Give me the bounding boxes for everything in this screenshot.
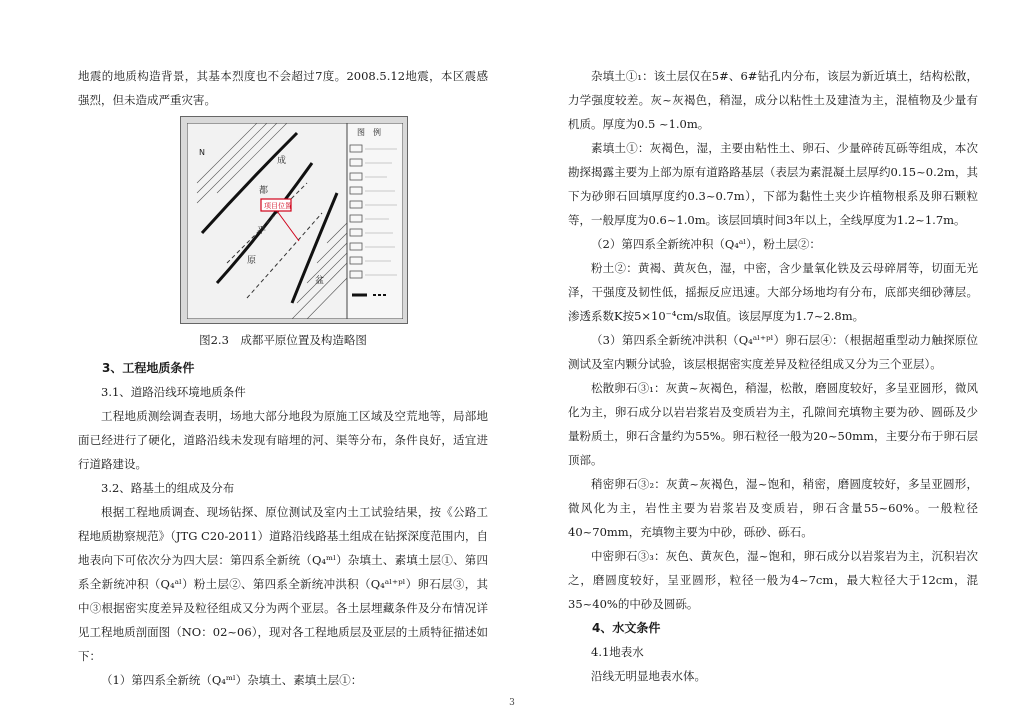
map-label-4: 原: [247, 256, 257, 266]
paragraph-slightly-dense-gravel: 稍密卵石③₂：灰黄~灰褐色，湿~饱和，稍密，磨圆度较好，多呈亚圆形，微风化为主，岩性主要为岩浆岩及变质岩，卵石含量55~60%。一般粒径40~70mm，充填物主要为中砂，砾砂、砾石。: [568, 477, 978, 539]
project-location-label: 项目位置: [264, 202, 292, 210]
tectonic-map-drawing: [187, 123, 403, 319]
layer-3-heading: （3）第四系全新统冲洪积（Q₄ᵃˡ⁺ᵖˡ）卵石层④：（根据超重型动力触探原位测试及室内颗分试验，该层根据密实度差异及粒径组成又分为三个亚层）。: [568, 333, 978, 371]
map-label-5: 盆: [315, 276, 325, 286]
layer-2-heading: （2）第四系全新统冲积（Q₄ᵃˡ），粉土层②：: [591, 237, 821, 251]
paragraph-fill-1: 素填土①：灰褐色，湿，主要由粘性土、卵石、少量碎砖瓦砾等组成，本次勘探揭露主要为上部为原有道路路基层（表层为素混凝土层厚约0.15~0.2m，其下为砂卵石回填厚度约0.3~0.7m），下部为黏性土夹少许植物根系及卵石颗粒等，一般厚度为0.6~1.0m。该层回填时间3年以上，全线厚度为1.2~1.7m。: [568, 141, 978, 227]
geologic-map-figure: [180, 116, 408, 324]
section-heading-3: 3、工程地质条件: [102, 361, 195, 375]
paragraph-silt-2: 粉土②：黄褐、黄灰色，湿，中密，含少量氧化铁及云母碎屑等，切面无光泽，干强度及韧性低，摇振反应迅速。大部分场地均有分布，底部夹细砂薄层。渗透系数K按5×10⁻⁴cm/s取值。该层厚度为1.7~2.8m。: [568, 261, 978, 323]
section-heading-4: 4、水文条件: [592, 621, 661, 635]
subsection-3-1: 3.1、道路沿线环境地质条件: [101, 385, 246, 399]
layer-1-heading: （1）第四系全新统（Q₄ᵐˡ）杂填土、素填土层①：: [101, 673, 363, 687]
tectonic-map: [187, 123, 403, 319]
map-label-2: 都: [259, 186, 269, 196]
paragraph-loose-gravel: 松散卵石③₁：灰黄~灰褐色，稍湿，松散，磨圆度较好，多呈亚圆形，微风化为主，卵石成分以岩岩浆岩及变质岩为主，孔隙间充填物主要为砂、圆砾及少量粉质土，卵石含量约为55%。卵石粒径一般为20~50mm，主要分布于卵石层顶部。: [568, 381, 978, 467]
north-label: N: [199, 148, 205, 157]
subsection-3-2: 3.2、路基土的组成及分布: [101, 481, 235, 495]
map-label-1: 成: [277, 156, 287, 166]
right-column: [568, 64, 978, 688]
paragraph-earthquake: 地震的地质构造背景，其基本烈度也不会超过7度。2008.5.12地震，本区震感强烈，但未造成严重灾害。: [78, 69, 488, 107]
paragraph-medium-dense-gravel: 中密卵石③₃：灰色、黄灰色，湿~饱和，卵石成分以岩浆岩为主，沉积岩次之，磨圆度较好，呈亚圆形，粒径一般为4~7cm，最大粒径大于12cm，混35~40%的中砂及圆砾。: [568, 549, 978, 611]
paragraph-4-1: 沿线无明显地表水体。: [591, 669, 706, 683]
legend-title: 图 例: [357, 128, 381, 137]
left-column: [78, 64, 488, 692]
page-number: 3: [509, 698, 515, 708]
paragraph-fill-1-1: 杂填土①₁：该土层仅在5#、6#钻孔内分布，该层为新近填土，结构松散，力学强度较差。灰~灰褐色，稍湿，成分以粘性土及建渣为主，混植物及少量有机质。厚度为0.5 ~1.0m。: [568, 69, 978, 131]
paragraph-3-2: 根据工程地质调查、现场钻探、原位测试及室内土工试验结果，按《公路工程地质勘察规范》（JTG C20-2011）道路沿线路基土组成在钻探深度范围内，自地表向下可依次分为四大层：第四系全新统（Q₄ᵐˡ）杂填土、素填土层①、第四系全新统冲积（Q₄ᵃˡ）粉土层②、第四系全新统冲洪积（Q₄ᵃˡ⁺ᵖˡ）卵石层③，其中③根据密实度差异及粒径组成又分为两个亚层。各土层埋藏条件及分布情况详见工程地质剖面图（NO：02~06），现对各工程地质层及亚层的土质特征描述如下：: [78, 505, 488, 663]
paragraph-3-1: 工程地质测绘调查表明，场地大部分地段为原施工区域及空荒地等，局部地面已经进行了硬化，道路沿线未发现有暗埋的河、渠等分布，条件良好，适宜进行道路建设。: [78, 409, 488, 471]
subsection-4-1: 4.1地表水: [591, 645, 644, 659]
map-label-3: 平: [257, 226, 267, 236]
figure-caption: 图2.3 成都平原位置及构造略图: [199, 333, 367, 347]
